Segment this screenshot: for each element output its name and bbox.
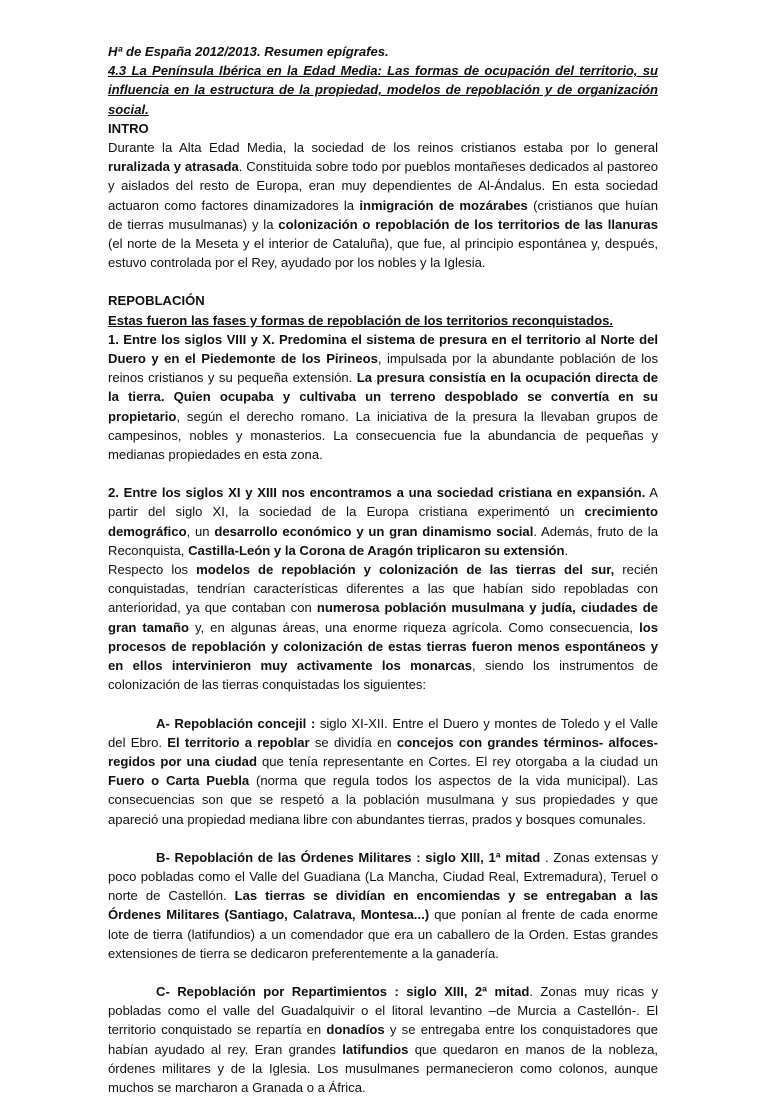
spacer [108,272,658,291]
phase-2-text-a: 2. Entre los siglos XI y XIII nos encontramos a una sociedad cristiana en expansión. [108,485,646,501]
model-c-text-b: . Zonas muy ricas y pobladas como el valle del Guadalquivir o el litoral levantino –de Murcia a Castellón-. El territorio conquistado se repartía en [108,983,658,1038]
model-c-text-e: latifundios [342,1041,409,1057]
model-a-paragraph [108,714,658,829]
phase-1-text-d: La presura consistía en la ocupación directa de la tierra. Quien ocupaba y cultivaba un terreno despoblado se convertía en su propietario [108,370,658,424]
phase-1-text-c: , impulsada por la abundante población de los reinos cristianos y su pequeña extensión. [108,351,658,386]
document-page [108,42,658,1097]
phase-1-text-e: , según el derecho romano. La iniciativa de la presura la llevaban grupos de campesinos, nobles y monasterios. La consecuencia fue la abundancia de pequeñas y medianas propiedades en esta zona. [108,408,658,463]
intro-text-1: Durante la Alta Edad Media, la sociedad de los reinos cristianos estaba por lo general [108,140,658,156]
model-a-text-c: El territorio a repoblar [167,734,310,750]
phase-2-text-l: numerosa población musulmana y judía, ciudades de gran tamaño [108,600,658,635]
phase-2-text-d: , un [186,523,215,539]
intro-text-2: ruralizada y atrasada [108,159,239,175]
model-a-text-e: concejos con grandes términos- alfoces- regidos por una ciudad [108,734,659,769]
phase-2-text-m: y, en algunas áreas, una enorme riqueza agrícola. Como consecuencia, [188,619,640,635]
intro-text-3: . Constituida sobre todo por pueblos montañeses dedicados al pastoreo y aislados del resto de Europa, eran muy dependientes de Al-Ándalus. En esta sociedad actuaron como factores dinamizadores la [108,159,659,213]
repoblacion-heading: REPOBLACIÓN [108,293,205,309]
spacer [108,829,658,848]
phase-2-text-e: desarrollo económico y un gran dinamismo social [214,523,534,539]
phase-2-text-b: A partir del siglo XI, la sociedad de la Europa cristiana experimentó un [108,485,658,520]
phase-2-text-h: . [564,542,569,558]
phase-2-continuation-paragraph [108,560,658,694]
phase-2-paragraph [108,483,658,560]
intro-text-7: (el norte de la Meseta y el interior de Cataluña), que fue, al principio espontánea y, después, estuvo controlada por el Rey, ayudado por los nobles y la Iglesia. [108,236,658,271]
model-a-text-g: Fuero o Carta Puebla [108,773,250,789]
intro-heading: INTRO [108,120,149,136]
model-a-text-a: A- Repoblación concejil : [156,715,320,731]
intro-text-4: inmigración de mozárabes [359,197,528,213]
model-c-text-c: donadíos [326,1022,385,1038]
model-c-text-f: que quedaron en manos de la nobleza, órdenes militares y de la Iglesia. Los musulmanes permanecieron como colonos, aunque muchos se marcharon a Granada o a África. [108,1041,658,1095]
phase-1-text-a: 1. Entre los siglos VIII y X. Predomina el sistema de presura en el territorio al Norte del Duero [108,331,658,367]
intro-text-5: (cristianos que huían de tierras musulmanas) y la [108,197,658,232]
phase-2-text-k: recién conquistadas, tendrían características diferentes a las que habían sido repobladas con anterioridad, ya que contaban con [108,562,658,616]
spacer [108,464,658,483]
phase-2-text-j: modelos de repoblación y colonización de las tierras del sur, [196,562,615,578]
model-a-text-f: que tenía representante en Cortes. El rey otorgaba a la ciudad un [256,753,658,769]
spacer [108,963,658,982]
phase-2-text-n: los procesos de repoblación y colonización de estas tierras fueron menos espontáneos y en ellos intervinieron muy activamente los monarcas [108,619,658,674]
document-subtitle: 4.3 La Península Ibérica en la Edad Media: Las formas de ocupación del territorio, su influencia en la estructura de la propiedad, modelos de repoblación y de organización social. [108,63,658,117]
model-a-text-b: siglo XI-XII. Entre el Duero y montes de Toledo y el Valle del Ebro. [108,715,658,750]
phase-2-text-i: Respecto los [108,562,197,578]
model-b-text-c: Las tierras se dividían en encomiendas y se entregaban a las Órdenes Militares (Santiago, Calatrava, Montesa...) [108,888,658,923]
phase-2-text-f: . Además, fruto de la Reconquista, [108,523,658,558]
model-b-text-b: . Zonas extensas y poco pobladas como el Valle del Guadiana (La Mancha, Ciudad Real, Extremadura), Teruel o norte de Castellón. [108,849,658,904]
phase-2-text-c: crecimiento demográfico [108,504,658,539]
phase-1-paragraph [108,330,658,464]
model-c-paragraph [108,982,658,1097]
document-title: Hª de España 2012/2013. Resumen epígrafes. [108,44,389,59]
phase-2-text-o: , siendo los instrumentos de colonización de las tierras conquistadas los siguientes: [108,658,658,693]
intro-text-6: colonización o repoblación de los territorios de las llanuras [278,216,658,232]
intro-paragraph [108,138,658,272]
phase-2-text-g: Castilla-León y la Corona de Aragón triplicaron su extensión [188,542,565,558]
model-a-text-d: se dividía en [309,734,397,750]
repoblacion-subheading: Estas fueron las fases y formas de repoblación de los territorios reconquistados. [108,312,613,328]
model-b-text-a: B- Repoblación de las Órdenes Militares : siglo XIII, 1ª mitad [156,849,541,865]
model-c-text-d: y se entregaba entre los conquistadores que habían ayudado al rey. Eran grandes [108,1022,658,1057]
phase-1-text-b: y en el Piedemonte de los Pirineos [145,351,378,367]
model-b-paragraph [108,848,658,963]
model-b-text-d: que ponían al frente de cada enorme lote de tierra (latifundios) a un comendador que era un caballero de la Orden. Estas grandes extensiones de tierra se dedicaron preferentemente a la ganadería. [108,907,659,961]
spacer [108,695,658,714]
model-a-text-h: (norma que regula todos los aspectos de la vida municipal). Las consecuencias son que se respetó a la población musulmana y sus propiedades y que apareció una propiedad mediana libre con abundantes tierras, prados y bosques comunales. [108,773,658,827]
model-c-text-a: C- Repoblación por Repartimientos : siglo XIII, 2ª mitad [156,983,530,999]
